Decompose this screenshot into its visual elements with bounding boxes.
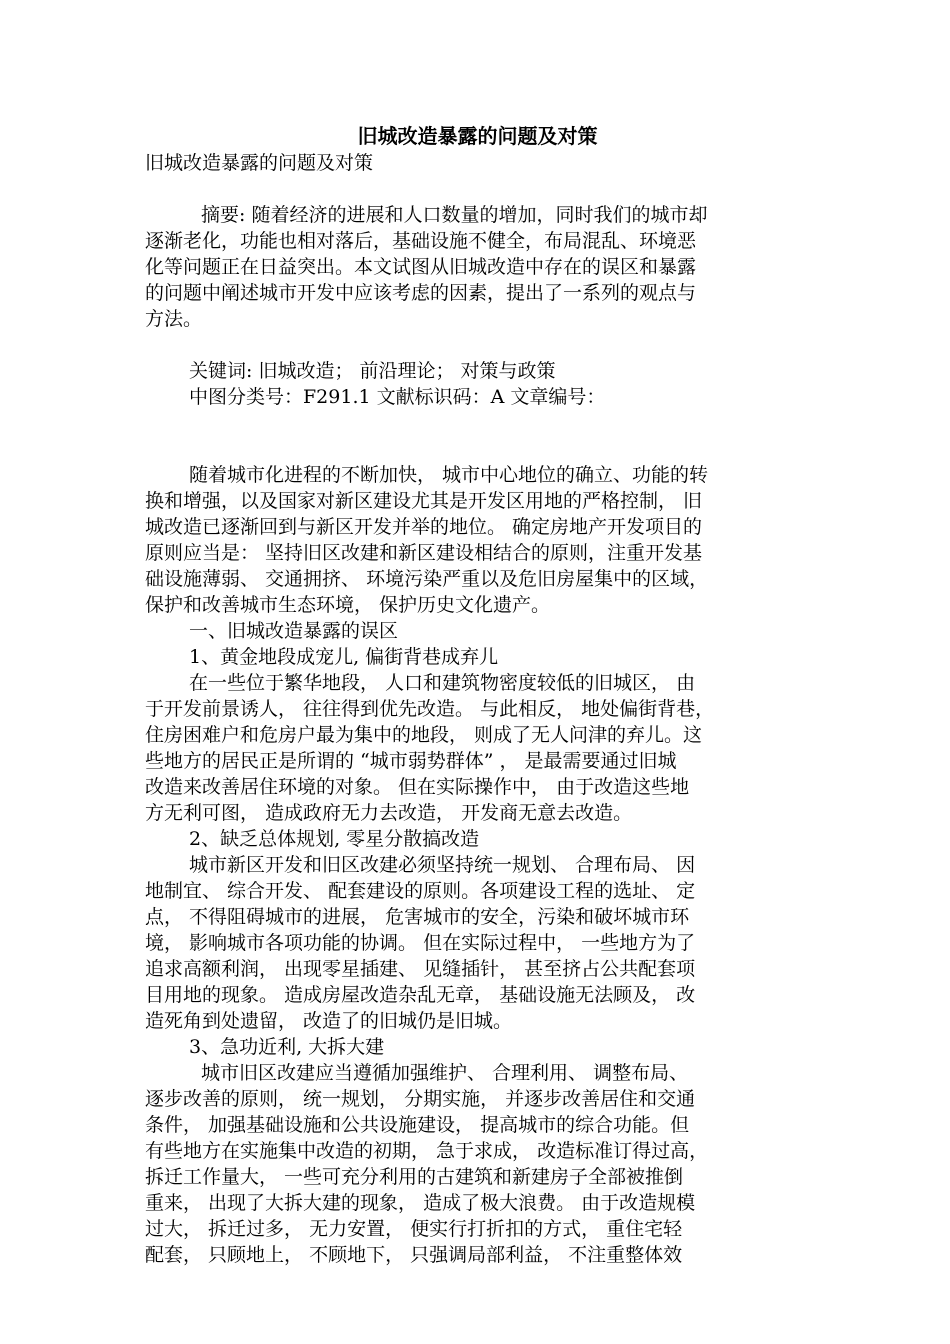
- item-3-line: 拆迁工作量大， 一些可充分利用的古建筑和新建房子全部被推倒: [145, 1166, 684, 1188]
- item-2-line: 点， 不得阻碍城市的进展， 危害城市的安全，污染和破坏城市环: [145, 906, 690, 928]
- spacer: [145, 410, 810, 462]
- document-subtitle: 旧城改造暴露的问题及对策: [145, 152, 374, 174]
- item-2-line: 城市新区开发和旧区改建必须坚持统一规划、 合理布局、 因: [189, 854, 696, 876]
- spacer: [145, 332, 810, 358]
- abstract-line: 化等问题正在日益突出。本文试图从旧城改造中存在的误区和暴露: [145, 256, 697, 278]
- intro-line: 城改造已逐渐回到与新区开发并举的地位。 确定房地产开发项目的: [145, 516, 703, 538]
- abstract-line: 方法。: [145, 308, 203, 330]
- document-page: [145, 122, 810, 1268]
- intro-line: 换和增强，以及国家对新区建设尤其是开发区用地的严格控制， 旧: [145, 490, 703, 512]
- item-1-line: 些地方的居民正是所谓的 “城市弱势群体” ， 是最需要通过旧城: [145, 750, 677, 772]
- item-2-heading: 2、缺乏总体规划, 零星分散搞改造: [189, 828, 480, 850]
- item-1-line: 于开发前景诱人， 往往得到优先改造。 与此相反， 地处偏街背巷，: [145, 698, 715, 720]
- section-heading: 一、旧城改造暴露的误区: [189, 620, 399, 642]
- item-1-line: 在一些位于繁华地段， 人口和建筑物密度较低的旧城区， 由: [189, 672, 696, 694]
- abstract-line: 摘要: 随着经济的进展和人口数量的增加，同时我们的城市却: [201, 204, 708, 226]
- item-3-line: 过大， 拆迁过多， 无力安置， 便实行打折扣的方式， 重住宅轻: [145, 1218, 683, 1240]
- item-3-line: 逐步改善的原则， 统一规划， 分期实施， 并逐步改善居住和交通: [145, 1088, 696, 1110]
- item-3-line: 配套， 只顾地上， 不顾地下， 只强调局部利益， 不注重整体效: [145, 1244, 683, 1266]
- intro-line: 保护和改善城市生态环境， 保护历史文化遗产。: [145, 594, 551, 616]
- item-3-heading: 3、急功近利, 大拆大建: [189, 1036, 385, 1058]
- intro-line: 础设施薄弱、 交通拥挤、 环境污染严重以及危旧房屋集中的区域，: [145, 568, 709, 590]
- abstract-line: 的问题中阐述城市开发中应该考虑的因素，提出了一系列的观点与: [145, 282, 697, 304]
- item-1-line: 改造来改善居住环境的对象。 但在实际操作中， 由于改造这些地: [145, 776, 690, 798]
- item-1-line: 方无利可图， 造成政府无力去改造， 开发商无意去改造。: [145, 802, 633, 824]
- item-2-line: 目用地的现象。 造成房屋改造杂乱无章， 基础设施无法顾及， 改: [145, 984, 696, 1006]
- item-3-line: 条件， 加强基础设施和公共设施建设， 提高城市的综合功能。但: [145, 1114, 690, 1136]
- item-1-line: 住房困难户和危房户最为集中的地段， 则成了无人问津的弃儿。这: [145, 724, 703, 746]
- item-2-line: 造死角到处遗留， 改造了的旧城仍是旧城。: [145, 1010, 513, 1032]
- intro-line: 原则应当是： 坚持旧区改建和新区建设相结合的原则，注重开发基: [145, 542, 703, 564]
- item-3-line: 城市旧区改建应当遵循加强维护、 合理利用、 调整布局、: [201, 1062, 689, 1084]
- keywords-block: [145, 358, 810, 410]
- item-2-line: 追求高额利润， 出现零星插建、 见缝插针， 甚至挤占公共配套项: [145, 958, 696, 980]
- item-2-line: 地制宜、 综合开发、 配套建设的原则。各项建设工程的选址、 定: [145, 880, 696, 902]
- item-2-line: 境， 影响城市各项功能的协调。 但在实际过程中， 一些地方为了: [145, 932, 696, 954]
- abstract-line: 逐渐老化，功能也相对落后，基础设施不健全，布局混乱、环境恶: [145, 230, 697, 252]
- spacer: [145, 176, 810, 202]
- document-title: 旧城改造暴露的问题及对策: [357, 124, 598, 148]
- classification-line: 中图分类号：F291.1 文献标识码：A 文章编号：: [189, 386, 606, 408]
- intro-line: 随着城市化进程的不断加快， 城市中心地位的确立、功能的转: [189, 464, 709, 486]
- intro-paragraph: [145, 462, 810, 618]
- keywords-line: 关键词: 旧城改造； 前沿理论； 对策与政策: [189, 360, 556, 382]
- item-3-line: 有些地方在实施集中改造的初期， 急于求成， 改造标准订得过高，: [145, 1140, 709, 1162]
- section-1: [145, 618, 810, 1268]
- item-1-heading: 1、黄金地段成宠儿, 偏街背巷成弃儿: [189, 646, 499, 668]
- abstract-paragraph: [145, 202, 810, 332]
- item-3-line: 重来， 出现了大拆大建的现象， 造成了极大浪费。 由于改造规模: [145, 1192, 696, 1214]
